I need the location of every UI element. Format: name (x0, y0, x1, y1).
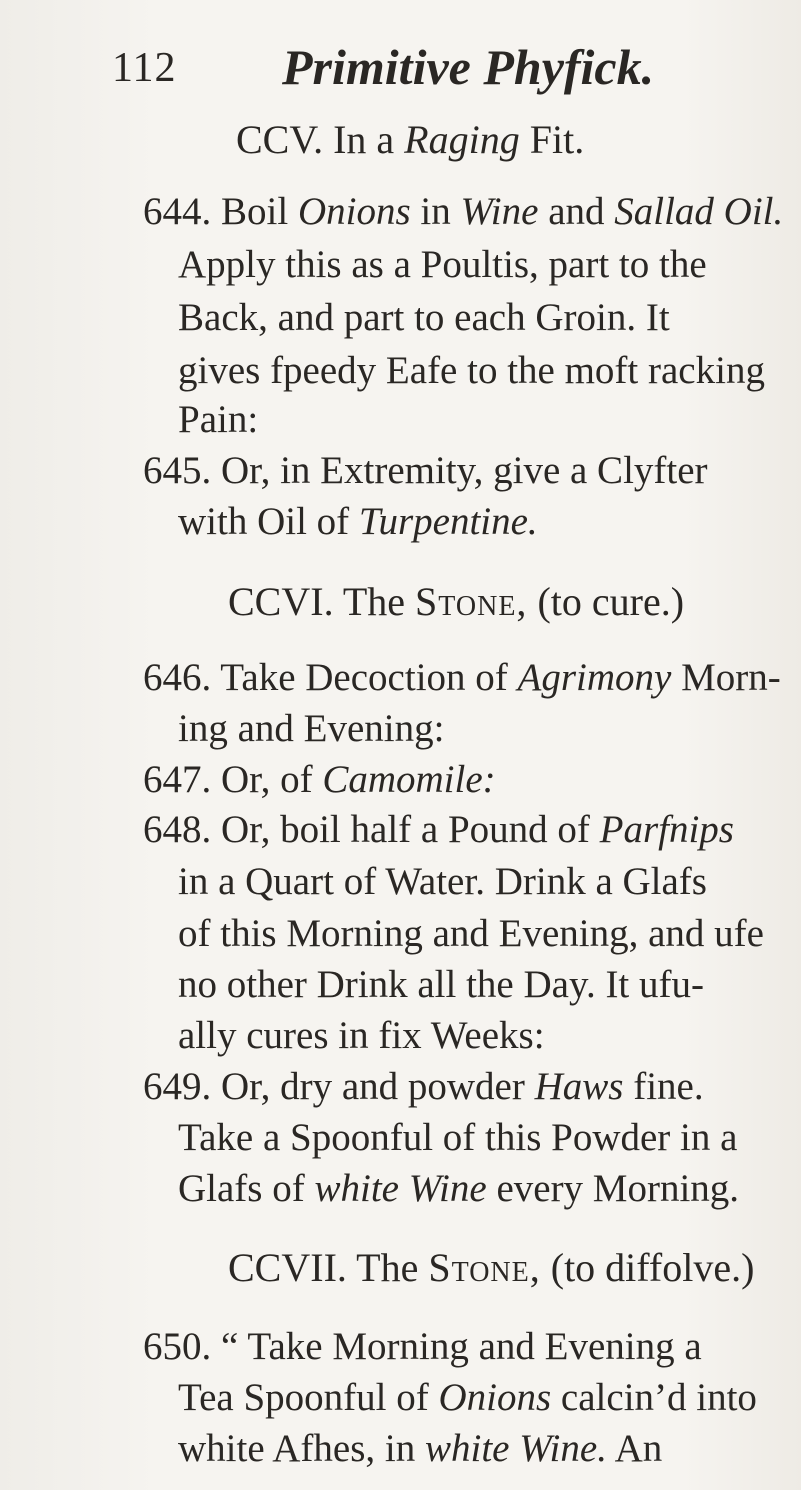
text-run: in (420, 190, 451, 233)
heading-text: (to diffolve.) (550, 1245, 755, 1290)
page-number: 112 (112, 45, 177, 91)
heading-small-caps: Stone, (415, 579, 528, 624)
text-run: An (614, 1427, 663, 1470)
italic-run: Wine (460, 190, 539, 233)
text-run: 649. Or, dry and powder (143, 1065, 525, 1108)
italic-run: Onions (438, 1376, 552, 1419)
text-line-644-1 (143, 190, 783, 234)
italic-run: white Wine. (424, 1427, 607, 1470)
text-run: 647. Or, of (143, 758, 313, 801)
section-heading-ccvi (228, 580, 684, 624)
italic-run: Turpentine. (358, 500, 538, 543)
heading-text: (to cure.) (537, 579, 685, 624)
text-run: fine. (633, 1065, 704, 1108)
heading-number: CCV. (236, 117, 324, 162)
heading-small-caps: Stone, (428, 1245, 541, 1290)
text-line-644-2: Apply this as a Poultis, part to the (178, 243, 707, 286)
text-line-644-5: Pain: (178, 398, 259, 441)
heading-number: CCVII. (228, 1245, 347, 1290)
italic-run: Camomile: (322, 758, 496, 801)
text-line-645-2 (178, 500, 538, 544)
text-line-649-2: Take a Spoonful of this Powder in a (178, 1116, 738, 1159)
text-run: white Afhes, in (178, 1427, 416, 1470)
text-line-649-3 (178, 1167, 739, 1211)
heading-text: The (342, 579, 406, 624)
text-line-644-4: gives fpeedy Eafe to the moft racking (178, 349, 765, 392)
text-run: 648. Or, boil half a Pound of (143, 808, 590, 851)
italic-run: Agrimony (517, 656, 672, 699)
heading-emphasis: Raging (404, 117, 520, 162)
text-run: Boil (221, 190, 289, 233)
text-line-650-1: 650. “ Take Morning and Evening a (143, 1325, 702, 1368)
section-heading-ccv (236, 118, 584, 162)
text-line-647 (143, 758, 496, 802)
heading-number: CCVI. (228, 579, 334, 624)
text-run: with Oil of (178, 500, 350, 543)
section-heading-ccvii (228, 1246, 754, 1290)
heading-text: The (356, 1245, 419, 1290)
page-header (112, 38, 752, 98)
text-line-648-4: no other Drink all the Day. It ufu- (178, 963, 704, 1006)
text-run: and (548, 190, 605, 233)
text-run: 646. Take Decoction of (143, 656, 508, 699)
text-line-649-1 (143, 1065, 704, 1109)
text-line-646-2: ing and Evening: (178, 707, 445, 750)
text-line-648-3: of this Morning and Evening, and ufe (178, 912, 764, 955)
text-line-645-1: 645. Or, in Extremity, give a Clyfter (143, 449, 708, 492)
heading-text: In a (333, 117, 395, 162)
italic-run: Haws (534, 1065, 624, 1108)
text-line-646-1 (143, 656, 781, 700)
text-line-644-3: Back, and part to each Groin. It (178, 296, 670, 339)
text-line-650-2 (178, 1376, 757, 1420)
entry-number: 644. (143, 190, 212, 233)
italic-run: Parfnips (599, 808, 734, 851)
heading-text: Fit. (529, 117, 585, 162)
text-run: Glafs of (178, 1167, 305, 1210)
italic-run: white Wine (314, 1167, 487, 1210)
text-line-650-3 (178, 1427, 662, 1471)
text-run: every Morning. (496, 1167, 740, 1210)
text-line-648-2: in a Quart of Water. Drink a Glafs (178, 860, 707, 903)
italic-run: Sallad Oil. (614, 190, 784, 233)
text-run: Morn- (681, 656, 781, 699)
text-run: calcin’d into (560, 1376, 757, 1419)
running-title: Primitive Phyfick. (282, 39, 655, 95)
italic-run: Onions (297, 190, 411, 233)
text-line-648-1 (143, 808, 734, 852)
text-run: Tea Spoonful of (178, 1376, 429, 1419)
text-line-648-5: ally cures in fix Weeks: (178, 1014, 545, 1057)
